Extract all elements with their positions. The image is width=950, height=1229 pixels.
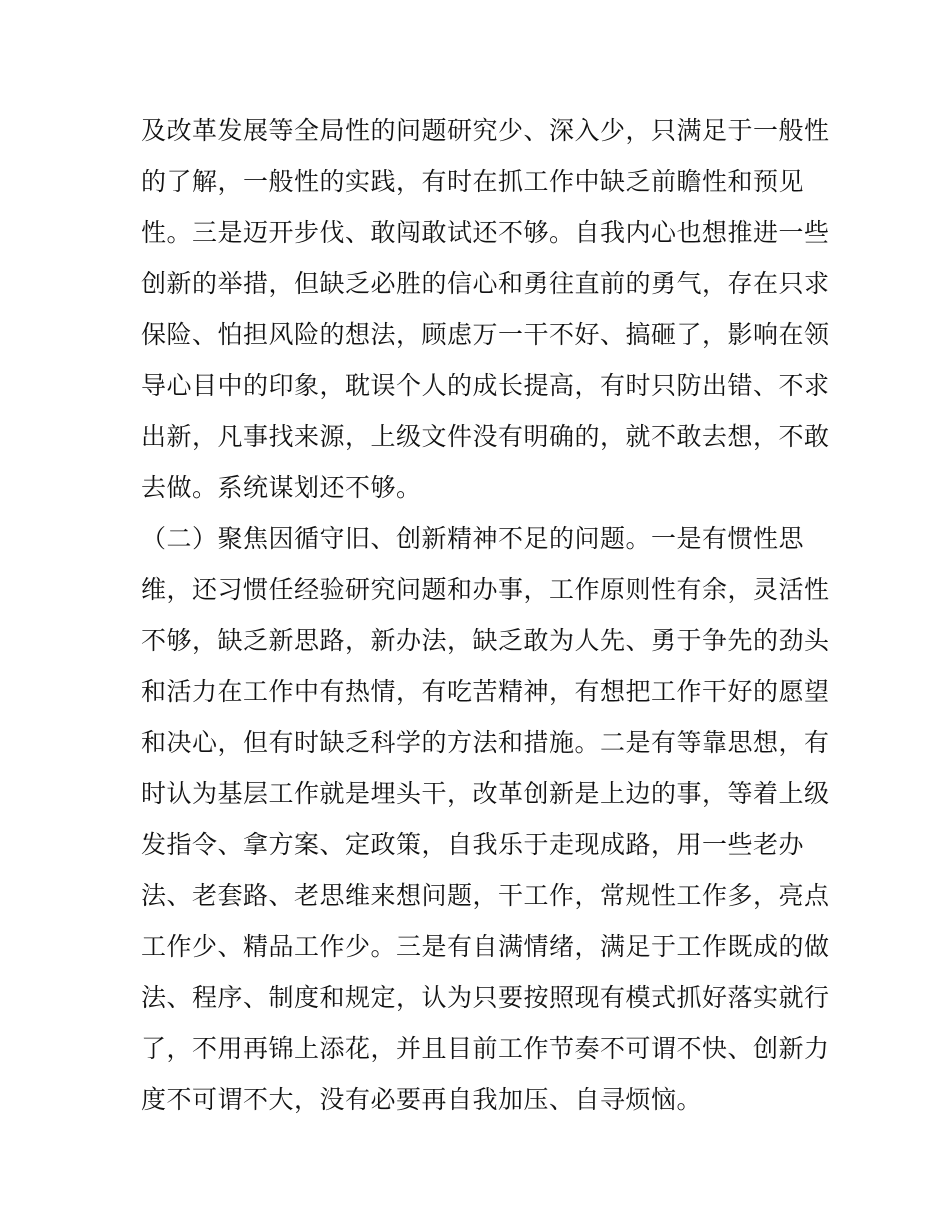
text-line: 法、老套路、老思维来想问题，干工作，常规性工作多，亮点: [141, 881, 830, 910]
text-line: 和决心，但有时缺乏科学的方法和措施。二是有等靠思想，有: [141, 728, 830, 757]
text-line: 工作少、精品工作少。三是有自满情绪，满足于工作既成的做: [141, 932, 830, 961]
text-line: 发指令、拿方案、定政策，自我乐于走现成路，用一些老办: [141, 830, 805, 859]
text-line: 保险、怕担风险的想法，顾虑万一干不好、搞砸了，影响在领: [141, 320, 830, 349]
text-line: 度不可谓不大，没有必要再自我加压、自寻烦恼。: [141, 1085, 703, 1114]
section-heading-line: （二）聚焦因循守旧、创新精神不足的问题。一是有惯性思: [141, 524, 805, 553]
text-line: 导心目中的印象，耽误个人的成长提高，有时只防出错、不求: [141, 371, 830, 400]
text-line: 维，还习惯任经验研究问题和办事，工作原则性有余，灵活性: [141, 575, 830, 604]
text-line: 及改革发展等全局性的问题研究少、深入少，只满足于一般性: [141, 116, 830, 145]
text-line: 和活力在工作中有热情，有吃苦精神，有想把工作干好的愿望: [141, 677, 830, 706]
text-line: 法、程序、制度和规定，认为只要按照现有模式抓好落实就行: [141, 983, 830, 1012]
text-line: 去做。系统谋划还不够。: [141, 473, 422, 502]
text-line: 了，不用再锦上添花，并且目前工作节奏不可谓不快、创新力: [141, 1034, 830, 1063]
text-line: 不够，缺乏新思路，新办法，缺乏敢为人先、勇于争先的劲头: [141, 626, 830, 655]
text-line: 创新的举措，但缺乏必胜的信心和勇往直前的勇气，存在只求: [141, 269, 830, 298]
text-line: 性。三是迈开步伐、敢闯敢试还不够。自我内心也想推进一些: [141, 218, 830, 247]
text-line: 出新，凡事找来源，上级文件没有明确的，就不敢去想，不敢: [141, 422, 830, 451]
text-line: 时认为基层工作就是埋头干，改革创新是上边的事，等着上级: [141, 779, 830, 808]
text-line: 的了解，一般性的实践，有时在抓工作中缺乏前瞻性和预见: [141, 167, 805, 196]
body-text: [141, 105, 830, 1125]
